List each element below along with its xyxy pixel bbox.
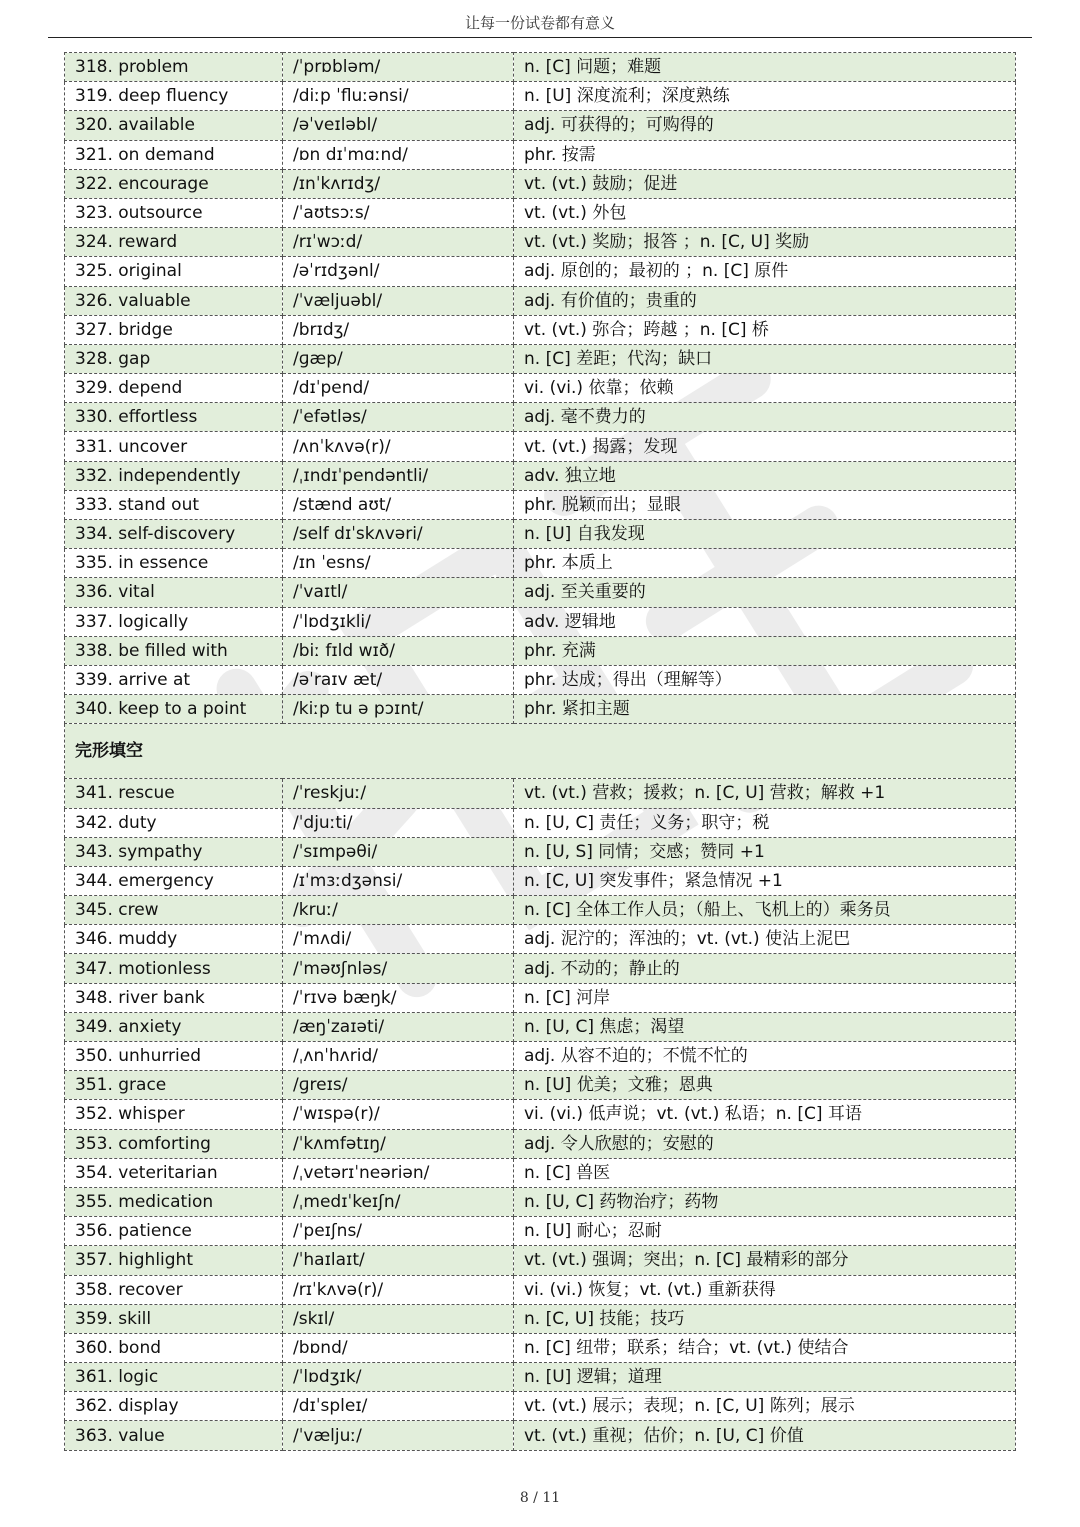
meaning-cell: n. [U] 自我发现 <box>514 520 1016 549</box>
word-cell: 351. grace <box>65 1071 283 1100</box>
ipa-cell: /ˈprɒbləm/ <box>283 53 514 82</box>
word-cell: 331. uncover <box>65 432 283 461</box>
table-row <box>65 1392 1016 1421</box>
table-row <box>65 779 1016 808</box>
meaning-cell: adj. 至关重要的 <box>514 578 1016 607</box>
table-row <box>65 695 1016 724</box>
table-row <box>65 286 1016 315</box>
table-row <box>65 315 1016 344</box>
word-cell: 330. effortless <box>65 403 283 432</box>
meaning-cell: vi. (vi.) 依靠；依赖 <box>514 374 1016 403</box>
table-row <box>65 1100 1016 1129</box>
word-cell: 345. crew <box>65 896 283 925</box>
table-row <box>65 837 1016 866</box>
vocabulary-table <box>64 52 1016 1451</box>
meaning-cell: adv. 逻辑地 <box>514 607 1016 636</box>
ipa-cell: /ˌmedɪˈkeɪʃn/ <box>283 1187 514 1216</box>
ipa-cell: /ˈkʌmfətɪŋ/ <box>283 1129 514 1158</box>
meaning-cell: adj. 不动的；静止的 <box>514 954 1016 983</box>
meaning-cell: phr. 按需 <box>514 140 1016 169</box>
vocabulary-table-bottom <box>65 779 1016 1450</box>
meaning-cell: vt. (vt.) 揭露；发现 <box>514 432 1016 461</box>
meaning-cell: n. [U, C] 焦虑；渴望 <box>514 1012 1016 1041</box>
table-row <box>65 111 1016 140</box>
meaning-cell: vt. (vt.) 营救；援救；n. [C, U] 营救；解救 +1 <box>514 779 1016 808</box>
word-cell: 362. display <box>65 1392 283 1421</box>
meaning-cell: n. [C] 河岸 <box>514 983 1016 1012</box>
ipa-cell: /bɒnd/ <box>283 1333 514 1362</box>
table-row <box>65 665 1016 694</box>
ipa-cell: /ˈaʊtsɔːs/ <box>283 198 514 227</box>
meaning-cell: vt. (vt.) 外包 <box>514 198 1016 227</box>
meaning-cell: adj. 令人欣慰的；安慰的 <box>514 1129 1016 1158</box>
table-row <box>65 1275 1016 1304</box>
ipa-cell: /əˈrɪdʒənl/ <box>283 257 514 286</box>
ipa-cell: /ˌɪndɪˈpendəntli/ <box>283 461 514 490</box>
ipa-cell: /ˈwɪspə(r)/ <box>283 1100 514 1129</box>
ipa-cell: /ˈvæljuː/ <box>283 1421 514 1450</box>
word-cell: 358. recover <box>65 1275 283 1304</box>
meaning-cell: n. [U] 深度流利；深度熟练 <box>514 82 1016 111</box>
table-row <box>65 925 1016 954</box>
ipa-cell: /ʌnˈkʌvə(r)/ <box>283 432 514 461</box>
table-row <box>65 636 1016 665</box>
meaning-cell: n. [C] 全体工作人员；（船上、飞机上的）乘务员 <box>514 896 1016 925</box>
word-cell: 360. bond <box>65 1333 283 1362</box>
word-cell: 356. patience <box>65 1217 283 1246</box>
meaning-cell: n. [C] 问题；难题 <box>514 53 1016 82</box>
table-row <box>65 374 1016 403</box>
ipa-cell: /stænd aʊt/ <box>283 490 514 519</box>
ipa-cell: /ˈhaɪlaɪt/ <box>283 1246 514 1275</box>
header-divider <box>48 37 1032 38</box>
word-cell: 357. highlight <box>65 1246 283 1275</box>
ipa-cell: /skɪl/ <box>283 1304 514 1333</box>
ipa-cell: /əˈveɪləbl/ <box>283 111 514 140</box>
table-row <box>65 1246 1016 1275</box>
meaning-cell: n. [C] 纽带；联系；结合；vt. (vt.) 使结合 <box>514 1333 1016 1362</box>
meaning-cell: adj. 泥泞的；浑浊的；vt. (vt.) 使沾上泥巴 <box>514 925 1016 954</box>
section-header-group <box>65 724 1016 779</box>
table-row <box>65 1012 1016 1041</box>
meaning-cell: adj. 毫不费力的 <box>514 403 1016 432</box>
meaning-cell: n. [C, U] 技能；技巧 <box>514 1304 1016 1333</box>
word-cell: 335. in essence <box>65 549 283 578</box>
table-row <box>65 983 1016 1012</box>
table-row <box>65 1187 1016 1216</box>
table-row <box>65 461 1016 490</box>
word-cell: 340. keep to a point <box>65 695 283 724</box>
word-cell: 320. available <box>65 111 283 140</box>
table-row <box>65 403 1016 432</box>
table-row <box>65 82 1016 111</box>
table-row <box>65 607 1016 636</box>
ipa-cell: /ˈmʌdi/ <box>283 925 514 954</box>
meaning-cell: adj. 从容不迫的；不慌不忙的 <box>514 1042 1016 1071</box>
ipa-cell: /ˈefətləs/ <box>283 403 514 432</box>
ipa-cell: /ˈpeɪʃns/ <box>283 1217 514 1246</box>
meaning-cell: vi. (vi.) 恢复；vt. (vt.) 重新获得 <box>514 1275 1016 1304</box>
ipa-cell: /ɪnˈkʌrɪdʒ/ <box>283 169 514 198</box>
word-cell: 324. reward <box>65 228 283 257</box>
meaning-cell: phr. 紧扣主题 <box>514 695 1016 724</box>
meaning-cell: n. [U] 优美；文雅；恩典 <box>514 1071 1016 1100</box>
word-cell: 327. bridge <box>65 315 283 344</box>
ipa-cell: /ɪˈmɜːdʒənsi/ <box>283 866 514 895</box>
ipa-cell: /ˈvæljuəbl/ <box>283 286 514 315</box>
meaning-cell: adj. 可获得的；可购得的 <box>514 111 1016 140</box>
meaning-cell: phr. 脱颖而出；显眼 <box>514 490 1016 519</box>
table-row <box>65 228 1016 257</box>
word-cell: 363. value <box>65 1421 283 1450</box>
meaning-cell: n. [U, C] 责任；义务；职守；税 <box>514 808 1016 837</box>
ipa-cell: /rɪˈwɔːd/ <box>283 228 514 257</box>
table-row <box>65 954 1016 983</box>
table-row <box>65 808 1016 837</box>
ipa-cell: /ˈreskjuː/ <box>283 779 514 808</box>
word-cell: 326. valuable <box>65 286 283 315</box>
word-cell: 361. logic <box>65 1363 283 1392</box>
table-row <box>65 520 1016 549</box>
ipa-cell: /ˈsɪmpəθi/ <box>283 837 514 866</box>
word-cell: 321. on demand <box>65 140 283 169</box>
table-row <box>65 549 1016 578</box>
meaning-cell: n. [C, U] 突发事件；紧急情况 +1 <box>514 866 1016 895</box>
meaning-cell: adj. 原创的；最初的 ；n. [C] 原件 <box>514 257 1016 286</box>
ipa-cell: /ˈrɪvə bæŋk/ <box>283 983 514 1012</box>
table-row <box>65 257 1016 286</box>
section-header-row <box>65 724 1016 779</box>
meaning-cell: n. [U, S] 同情；交感；赞同 +1 <box>514 837 1016 866</box>
vocabulary-table-top <box>65 53 1016 724</box>
word-cell: 347. motionless <box>65 954 283 983</box>
table-row <box>65 1158 1016 1187</box>
word-cell: 329. depend <box>65 374 283 403</box>
word-cell: 344. emergency <box>65 866 283 895</box>
word-cell: 333. stand out <box>65 490 283 519</box>
word-cell: 319. deep fluency <box>65 82 283 111</box>
word-cell: 338. be filled with <box>65 636 283 665</box>
word-cell: 341. rescue <box>65 779 283 808</box>
table-row <box>65 490 1016 519</box>
word-cell: 349. anxiety <box>65 1012 283 1041</box>
meaning-cell: vt. (vt.) 弥合；跨越 ；n. [C] 桥 <box>514 315 1016 344</box>
table-row <box>65 1217 1016 1246</box>
table-row <box>65 1071 1016 1100</box>
page-header-title: 让每一份试卷都有意义 <box>464 14 615 32</box>
meaning-cell: n. [U] 逻辑；道理 <box>514 1363 1016 1392</box>
table-row <box>65 140 1016 169</box>
table-row <box>65 1042 1016 1071</box>
ipa-cell: /rɪˈkʌvə(r)/ <box>283 1275 514 1304</box>
word-cell: 353. comforting <box>65 1129 283 1158</box>
ipa-cell: /ˈvaɪtl/ <box>283 578 514 607</box>
ipa-cell: /brɪdʒ/ <box>283 315 514 344</box>
word-cell: 354. veteritarian <box>65 1158 283 1187</box>
meaning-cell: adj. 有价值的；贵重的 <box>514 286 1016 315</box>
word-cell: 346. muddy <box>65 925 283 954</box>
meaning-cell: vi. (vi.) 低声说；vt. (vt.) 私语；n. [C] 耳语 <box>514 1100 1016 1129</box>
table-row <box>65 578 1016 607</box>
table-row <box>65 344 1016 373</box>
table-row <box>65 866 1016 895</box>
meaning-cell: phr. 充满 <box>514 636 1016 665</box>
ipa-cell: /ˈdjuːti/ <box>283 808 514 837</box>
meaning-cell: n. [U, C] 药物治疗；药物 <box>514 1187 1016 1216</box>
word-cell: 323. outsource <box>65 198 283 227</box>
word-cell: 352. whisper <box>65 1100 283 1129</box>
table-row <box>65 1304 1016 1333</box>
ipa-cell: /əˈraɪv æt/ <box>283 665 514 694</box>
word-cell: 332. independently <box>65 461 283 490</box>
word-cell: 339. arrive at <box>65 665 283 694</box>
table-row <box>65 1421 1016 1450</box>
word-cell: 337. logically <box>65 607 283 636</box>
word-cell: 328. gap <box>65 344 283 373</box>
word-cell: 325. original <box>65 257 283 286</box>
ipa-cell: /ɪn ˈesns/ <box>283 549 514 578</box>
table-row <box>65 198 1016 227</box>
table-row <box>65 896 1016 925</box>
word-cell: 359. skill <box>65 1304 283 1333</box>
ipa-cell: /æŋˈzaɪəti/ <box>283 1012 514 1041</box>
meaning-cell: vt. (vt.) 重视；估价；n. [U, C] 价值 <box>514 1421 1016 1450</box>
ipa-cell: /diːp ˈfluːənsi/ <box>283 82 514 111</box>
page-number: 8 / 11 <box>519 1490 561 1506</box>
meaning-cell: vt. (vt.) 奖励；报答 ；n. [C, U] 奖励 <box>514 228 1016 257</box>
meaning-cell: n. [C] 差距；代沟；缺口 <box>514 344 1016 373</box>
word-cell: 348. river bank <box>65 983 283 1012</box>
word-cell: 343. sympathy <box>65 837 283 866</box>
table-row <box>65 432 1016 461</box>
table-row <box>65 1363 1016 1392</box>
meaning-cell: vt. (vt.) 展示；表现；n. [C, U] 陈列；展示 <box>514 1392 1016 1421</box>
word-cell: 318. problem <box>65 53 283 82</box>
table-row <box>65 1333 1016 1362</box>
ipa-cell: /ˈlɒdʒɪkli/ <box>283 607 514 636</box>
ipa-cell: /kruː/ <box>283 896 514 925</box>
meaning-cell: vt. (vt.) 鼓励；促进 <box>514 169 1016 198</box>
ipa-cell: /ˈməʊʃnləs/ <box>283 954 514 983</box>
ipa-cell: /ɒn dɪˈmɑːnd/ <box>283 140 514 169</box>
word-cell: 334. self-discovery <box>65 520 283 549</box>
meaning-cell: n. [U] 耐心；忍耐 <box>514 1217 1016 1246</box>
table-row <box>65 1129 1016 1158</box>
ipa-cell: /ˈlɒdʒɪk/ <box>283 1363 514 1392</box>
word-cell: 342. duty <box>65 808 283 837</box>
meaning-cell: adv. 独立地 <box>514 461 1016 490</box>
meaning-cell: phr. 本质上 <box>514 549 1016 578</box>
ipa-cell: /kiːp tu ə pɔɪnt/ <box>283 695 514 724</box>
word-cell: 355. medication <box>65 1187 283 1216</box>
word-cell: 322. encourage <box>65 169 283 198</box>
ipa-cell: /ɡreɪs/ <box>283 1071 514 1100</box>
ipa-cell: /biː fɪld wɪð/ <box>283 636 514 665</box>
ipa-cell: /ˌvetərɪˈneəriən/ <box>283 1158 514 1187</box>
ipa-cell: /dɪˈspleɪ/ <box>283 1392 514 1421</box>
ipa-cell: /self dɪˈskʌvəri/ <box>283 520 514 549</box>
meaning-cell: n. [C] 兽医 <box>514 1158 1016 1187</box>
word-cell: 336. vital <box>65 578 283 607</box>
ipa-cell: /dɪˈpend/ <box>283 374 514 403</box>
table-row <box>65 53 1016 82</box>
ipa-cell: /ˌʌnˈhʌrid/ <box>283 1042 514 1071</box>
meaning-cell: phr. 达成；得出（理解等） <box>514 665 1016 694</box>
word-cell: 350. unhurried <box>65 1042 283 1071</box>
ipa-cell: /ɡæp/ <box>283 344 514 373</box>
meaning-cell: vt. (vt.) 强调；突出；n. [C] 最精彩的部分 <box>514 1246 1016 1275</box>
table-row <box>65 169 1016 198</box>
section-title: 完形填空 <box>65 724 1016 779</box>
